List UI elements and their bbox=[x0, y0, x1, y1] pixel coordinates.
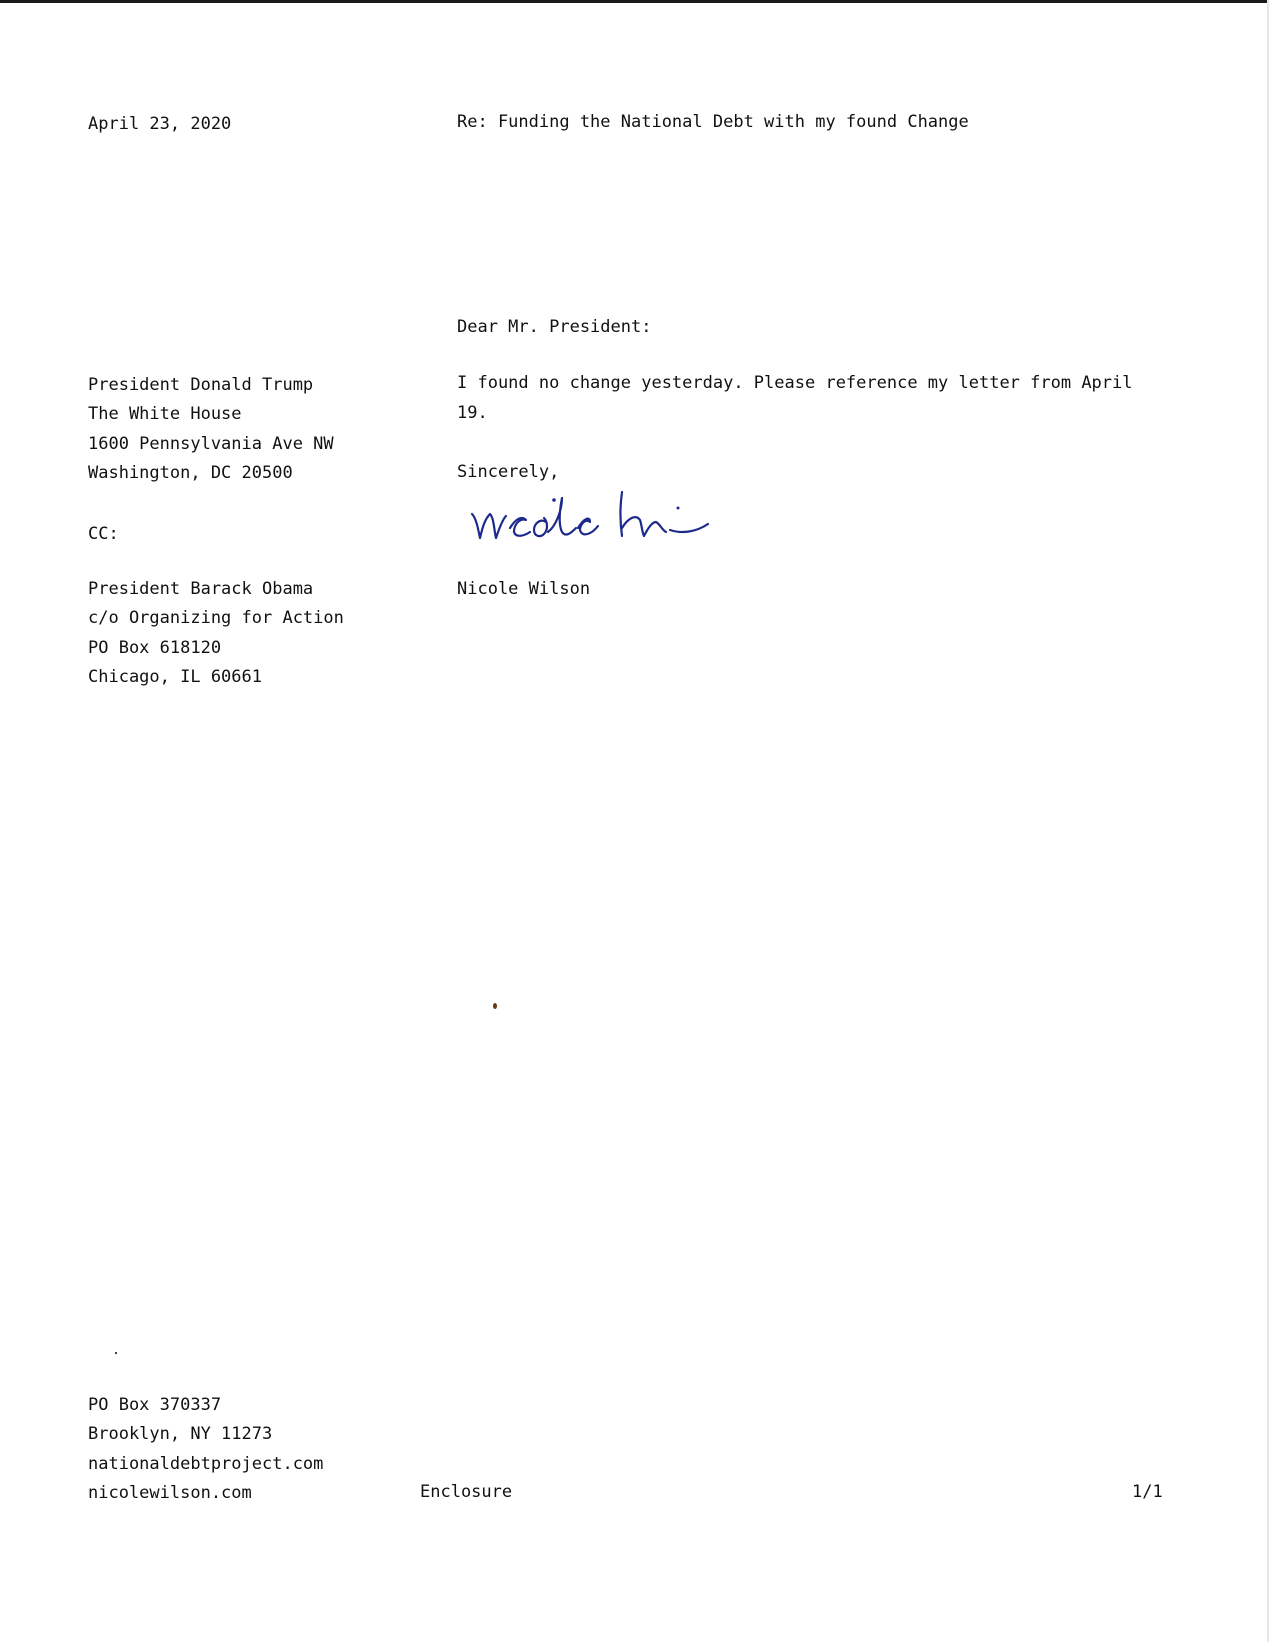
signer-name: Nicole Wilson bbox=[457, 579, 591, 599]
signature bbox=[470, 488, 730, 554]
cc-recipient-address bbox=[88, 575, 344, 692]
sender-website: nationaldebtproject.com bbox=[88, 1453, 324, 1474]
recipient-line: President Donald Trump bbox=[88, 375, 314, 395]
letter-subject: Re: Funding the National Debt with my found Change bbox=[457, 112, 969, 132]
handwritten-signature-icon bbox=[470, 488, 730, 554]
recipient-line: The White House bbox=[88, 404, 242, 425]
cc-recipient-line: Chicago, IL 60661 bbox=[88, 666, 262, 687]
letter-body: I found no change yesterday. Please reference my letter from April 19. bbox=[457, 373, 1133, 423]
cc-label: CC: bbox=[88, 524, 119, 544]
recipient-line: Washington, DC 20500 bbox=[88, 462, 293, 483]
recipient-address bbox=[88, 371, 334, 488]
closing: Sincerely, bbox=[457, 462, 560, 482]
scan-top-edge bbox=[0, 0, 1269, 3]
cc-recipient-line: President Barack Obama bbox=[88, 579, 314, 599]
recipient-line: 1600 Pennsylvania Ave NW bbox=[88, 433, 334, 454]
cc-label-block bbox=[88, 520, 119, 549]
letter-date: April 23, 2020 bbox=[88, 114, 232, 134]
sender-website: nicolewilson.com bbox=[88, 1482, 252, 1503]
scan-dot bbox=[115, 1352, 117, 1354]
cc-recipient-line: c/o Organizing for Action bbox=[88, 608, 344, 629]
cc-recipient-line: PO Box 618120 bbox=[88, 637, 222, 658]
scan-speck bbox=[493, 1003, 497, 1009]
sender-line: Brooklyn, NY 11273 bbox=[88, 1424, 273, 1445]
enclosure-note: Enclosure bbox=[420, 1482, 513, 1502]
salutation: Dear Mr. President: bbox=[457, 317, 652, 337]
page-number: 1/1 bbox=[1132, 1482, 1163, 1502]
sender-address bbox=[88, 1391, 323, 1508]
sender-line: PO Box 370337 bbox=[88, 1395, 222, 1415]
